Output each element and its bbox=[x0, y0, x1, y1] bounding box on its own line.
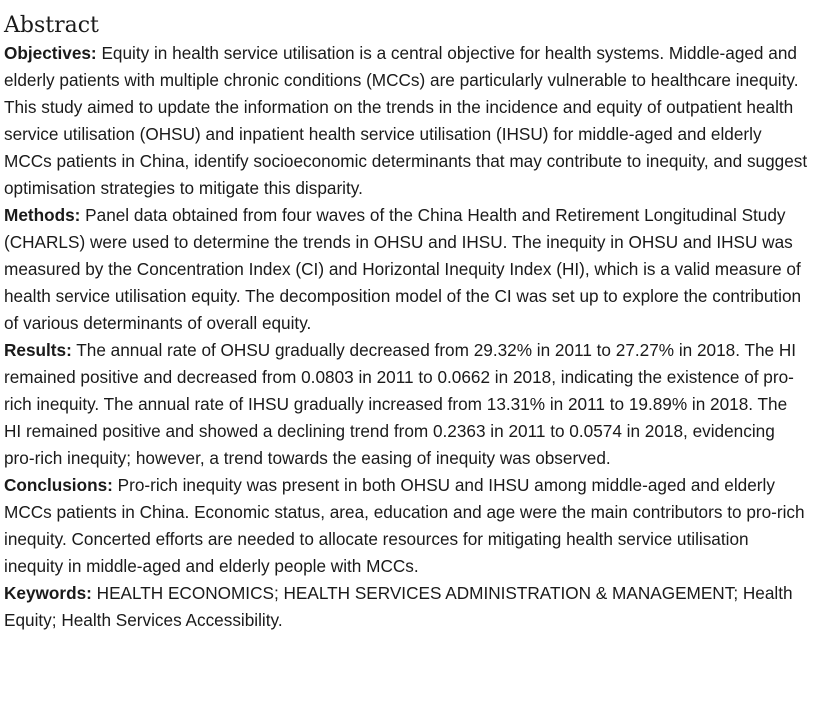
methods-paragraph bbox=[4, 202, 809, 337]
methods-text: Panel data obtained from four waves of the China Health and Retirement Longitudinal Study (CHARLS) were used to determine the trends in OHSU and IHSU. The inequity in OHSU and IHSU was measured by the Concentration Index (CI) and Horizontal Inequity Index (HI), which is a valid measure of health service utilisation equity. The decomposition model of the CI was set up to explore the contribution of various determinants of overall equity. bbox=[4, 205, 802, 333]
objectives-label: Objectives: bbox=[4, 43, 97, 63]
objectives-text: Equity in health service utilisation is a central objective for health systems. Middle-aged and elderly patients with multiple chronic conditions (MCCs) are particularly vulnerable to healthcare inequity. This study aimed to update the information on the trends in the incidence and equity of outpatient health service utilisation (OHSU) and inpatient health service utilisation (IHSU) for middle-aged and elderly MCCs patients in China, identify socioeconomic determinants that may contribute to inequity, and suggest optimisation strategies to mitigate this disparity. bbox=[4, 43, 808, 198]
methods-label: Methods: bbox=[4, 205, 81, 225]
abstract-section bbox=[4, 0, 809, 634]
conclusions-text: Pro-rich inequity was present in both OHSU and IHSU among middle-aged and elderly MCCs patients in China. Economic status, area, education and age were the main contributors to pro-rich inequity. Concerted efforts are needed to allocate resources for mitigating health service utilisation inequity in middle-aged and elderly people with MCCs. bbox=[4, 475, 805, 576]
conclusions-paragraph bbox=[4, 472, 809, 580]
results-label: Results: bbox=[4, 340, 72, 360]
keywords-paragraph bbox=[4, 580, 809, 634]
objectives-paragraph bbox=[4, 40, 809, 202]
keywords-text: HEALTH ECONOMICS; HEALTH SERVICES ADMINISTRATION & MANAGEMENT; Health Equity; Health Services Accessibility. bbox=[4, 583, 793, 630]
results-paragraph bbox=[4, 337, 809, 472]
abstract-heading: Abstract bbox=[4, 13, 99, 38]
conclusions-label: Conclusions: bbox=[4, 475, 113, 495]
results-text: The annual rate of OHSU gradually decreased from 29.32% in 2011 to 27.27% in 2018. The HI remained positive and decreased from 0.0803 in 2011 to 0.0662 in 2018, indicating the existence of pro-rich inequity. The annual rate of IHSU gradually increased from 13.31% in 2011 to 19.89% in 2018. The HI remained positive and showed a declining trend from 0.2363 in 2011 to 0.0574 in 2018, evidencing pro-rich inequity; however, a trend towards the easing of inequity was observed. bbox=[4, 340, 797, 468]
keywords-label: Keywords: bbox=[4, 583, 92, 603]
